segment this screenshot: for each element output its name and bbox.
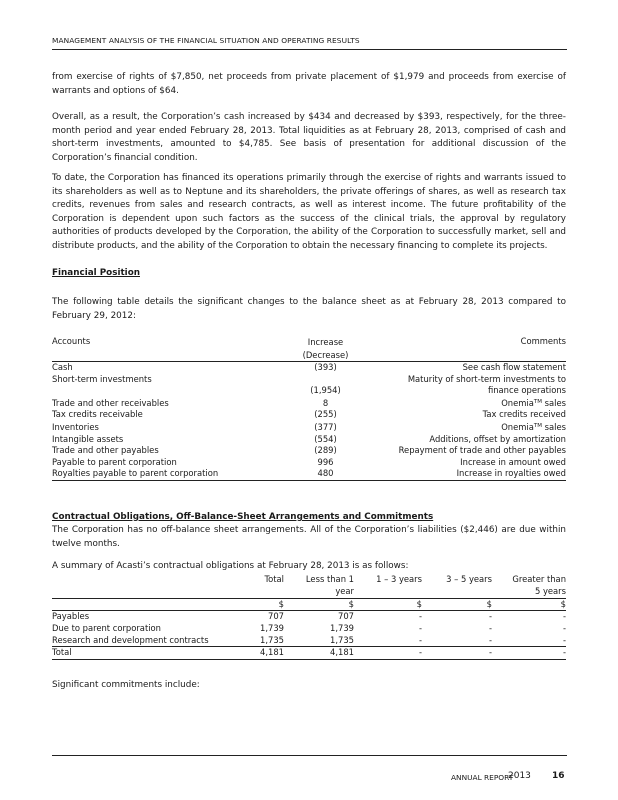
table-header-row xyxy=(52,573,566,598)
table-header-row xyxy=(52,336,566,362)
commitments-label: Significant commitments include: xyxy=(52,680,200,690)
table-row: Trade and other payables (289) Repayment of trade and other payables xyxy=(52,445,566,456)
financial-position-heading: Financial Position xyxy=(52,268,140,278)
table-row: Due to parent corporation 1,739 1,739 - - - xyxy=(52,623,566,633)
trademark-mark: TM xyxy=(533,398,542,405)
total-row: Total 4,181 4,181 - - - xyxy=(52,647,566,660)
footer-rule xyxy=(52,755,567,756)
table-row: Tax credits receivable (255) Tax credits received xyxy=(52,409,566,420)
table-row: Royalties payable to parent corporation 480 Increase in royalties owed xyxy=(52,468,566,480)
table-row: Inventories (377) Onemia™ sales xyxy=(52,421,566,432)
currency-row: $ $ $ $ $ xyxy=(52,598,566,611)
balance-sheet-changes-table xyxy=(52,336,566,481)
footer-report-label: ANNUAL REPORT xyxy=(451,773,514,782)
table-row: Payables 707 707 - - - xyxy=(52,611,566,622)
table-row: Short-term investments Maturity of short-term investments to xyxy=(52,373,566,384)
column-header-accounts: Accounts xyxy=(52,336,278,362)
column-header-increase: Increase (Decrease) xyxy=(278,336,373,362)
column-header-less-than-1-year: Less than 1 year xyxy=(305,574,354,597)
table-row: Intangible assets (554) Additions, offset by amortization xyxy=(52,433,566,444)
table-row: (1,954) finance operations xyxy=(310,385,566,396)
page-number: 16 xyxy=(552,771,565,781)
running-header: MANAGEMENT ANALYSIS OF THE FINANCIAL SITUATION AND OPERATING RESULTS xyxy=(52,36,360,45)
table-row: Cash (393) See cash flow statement xyxy=(52,362,566,372)
column-header-total: Total xyxy=(264,574,284,584)
obligations-intro: A summary of Acasti’s contractual obligations at February 28, 2013 is as follows: xyxy=(52,561,409,571)
contractual-obligations-table xyxy=(52,573,566,660)
paragraph-financing-detail: from exercise of rights of $7,850, net proceeds from private placement of $1,979 and proceeds from exercise of warrants and options of $64. xyxy=(52,72,566,96)
contractual-obligations-heading: Contractual Obligations, Off-Balance-Sheet Arrangements and Commitments xyxy=(52,512,434,522)
paragraph-financing-sources: To date, the Corporation has financed its operations primarily through the exercise of rights and warrants issued to its shareholders as well as to Neptune and its shareholders, the private offerings of shares, as well as research tax credits, revenues from sales and research contracts, as well as interest income. The future profitability of the Corporation is dependent upon such factors as the success of the clinical trials, the approval by regulatory authorities of products developed by the Corporation, the ability of the Corporation to successfully market, sell and distribute products, and the ability of the Corporation to obtain the necessary financing to complete its projects. xyxy=(52,173,566,251)
table-row: Payable to parent corporation 996 Increase in amount owed xyxy=(52,456,566,467)
table-row: Research and development contracts 1,735 1,735 - - - xyxy=(52,634,566,645)
footer-year: 2013 xyxy=(508,771,531,781)
column-header-greater-than-5-years: Greater than 5 years xyxy=(512,574,566,597)
header-rule xyxy=(52,49,567,50)
trademark-mark: TM xyxy=(533,422,542,429)
column-header-comments: Comments xyxy=(373,336,566,362)
column-header-1-3-years: 1 – 3 years xyxy=(376,574,422,584)
financial-position-intro: The following table details the significant changes to the balance sheet as at February 28, 2013 compared to February 29, 2012: xyxy=(52,297,566,321)
contractual-paragraph: The Corporation has no off-balance sheet arrangements. All of the Corporation’s liabilities ($2,446) are due within twelve months. xyxy=(52,525,566,549)
column-header-3-5-years: 3 – 5 years xyxy=(446,574,492,584)
table-row: Trade and other receivables 8 Onemia™ sales xyxy=(52,397,566,408)
paragraph-cash-summary: Overall, as a result, the Corporation’s cash increased by $434 and decreased by $393, respectively, for the three-month period and year ended February 28, 2013. Total liquidities as at February 28, 2013, comprised of cash and short-term investments, amounted to $4,785. See basis of presentation for additional discussion of the Corporation’s financial condition. xyxy=(52,112,566,163)
